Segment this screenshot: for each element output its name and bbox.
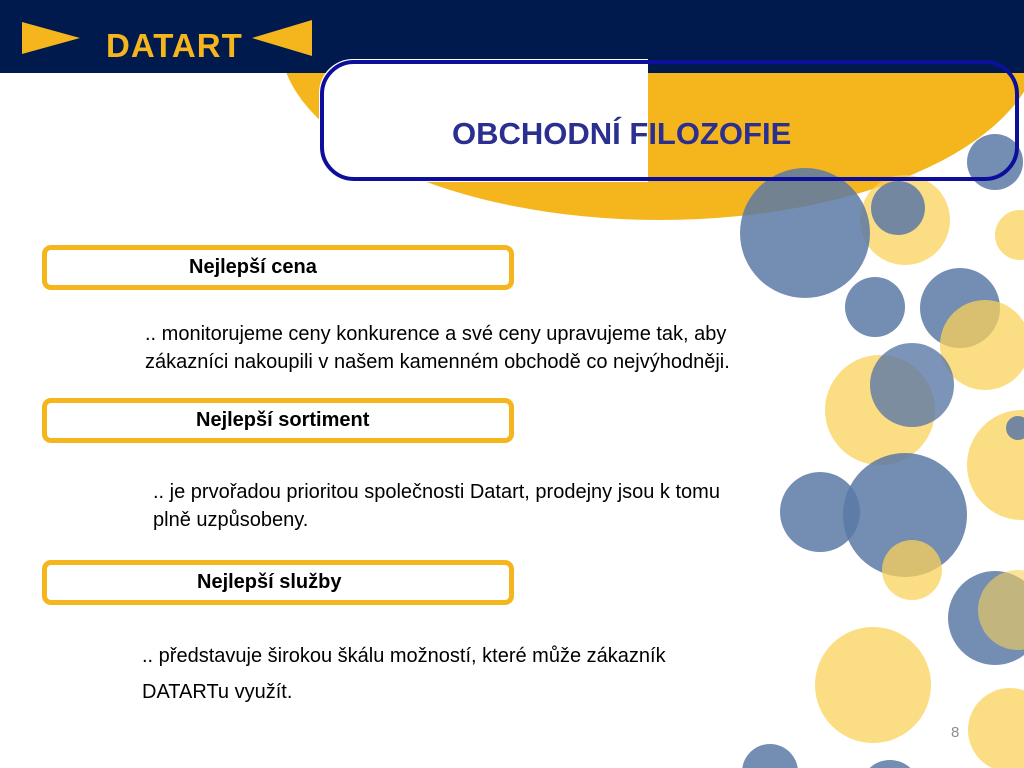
logo-text: DATART <box>106 27 243 64</box>
slide-title: OBCHODNÍ FILOZOFIE <box>452 116 792 151</box>
section-heading: Nejlepší služby <box>197 571 342 593</box>
text-line: .. představuje širokou škálu možností, které může zákazník <box>142 645 666 667</box>
section-heading-box <box>42 560 514 605</box>
bubble <box>871 181 925 235</box>
bubble <box>845 277 905 337</box>
section-heading: Nejlepší cena <box>189 256 317 278</box>
page-number: 8 <box>951 724 960 741</box>
bubble <box>882 540 942 600</box>
text-line: .. je prvořadou prioritou společnosti Datart, prodejny jsou k tomu <box>153 481 720 503</box>
section-heading-box <box>42 245 514 290</box>
datart-logo <box>22 18 314 64</box>
text-line: plně uzpůsobeny. <box>153 509 309 531</box>
section-heading-box <box>42 398 514 443</box>
text-line: zákazníci nakoupili v našem kamenném obchodě co nejvýhodněji. <box>145 351 730 373</box>
bubbles <box>740 134 1024 768</box>
section-heading: Nejlepší sortiment <box>196 409 370 431</box>
section-text <box>145 320 730 376</box>
text-line: .. monitorujeme ceny konkurence a své ceny upravujeme tak, aby <box>145 323 727 345</box>
text-line: DATARTu využít. <box>142 681 293 703</box>
section-text <box>153 478 720 534</box>
bubble <box>870 343 954 427</box>
bubble <box>780 472 860 552</box>
bubble <box>742 744 798 768</box>
bubble <box>740 168 870 298</box>
bubble <box>860 760 920 768</box>
bubble <box>968 688 1024 768</box>
bubble <box>815 627 931 743</box>
section-text <box>142 638 666 710</box>
bubble <box>995 210 1024 260</box>
